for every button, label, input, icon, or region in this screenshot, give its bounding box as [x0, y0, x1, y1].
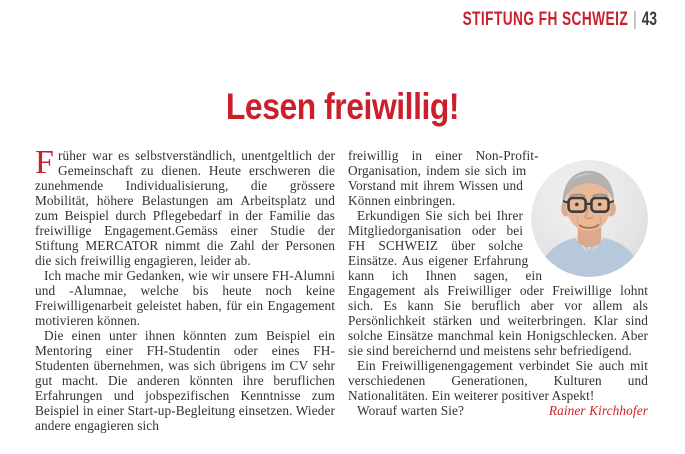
- paragraph-5: Erkundigen Sie sich bei Ihrer Mitgliedorganisation oder bei FH SCHWEIZ über solche Einsätze. Aus eigener Erfahrung kann ich Ihnen sagen, ein Engagement als Freiwilliger oder Freiwillige lohnt sich. Es kann Sie beruflich aber vor allem als Persönlichkeit stärken und weiterbringen. Klar sind solche Einsätze manchmal kein Honigschlecken. Aber sie sind bereichernd und meistens sehr befriedigend.: [348, 208, 648, 358]
- article-body: [35, 144, 648, 433]
- paragraph-2: Ich mache mir Gedanken, wie wir unsere FH-Alumni und -Alumnae, welche bis heute noch keine Freiwilligenarbeit geleistet haben, für ein Engagement motivieren können.: [35, 268, 335, 328]
- paragraph-1-text: rüher war es selbstverständlich, unentgeltlich der Gemeinschaft zu dienen. Heute erschweren die zunehmende Individualisierung, die grössere Mobilität, höhere Belastungen am Arbeitsplatz und zum Beispiel durch Pflegebedarf in der Familie das freiwillige Engagement.Gemäss einer Studie der Stiftung MERCATOR nimmt die Zahl der Personen die sich freiwillig engagieren, leider ab.: [35, 148, 335, 268]
- header-inner: [463, 9, 657, 31]
- closing-question: Worauf warten Sie?: [357, 403, 465, 418]
- header-brand: STIFTUNG FH SCHWEIZ: [462, 9, 629, 30]
- paragraph-6: Ein Freiwilligenengagement verbindet Sie auch mit verschiedenen Generationen, Kulturen und Nationalitäten. Ein weiterer positiver Aspekt!: [348, 358, 648, 403]
- article-title: Lesen freiwillig!: [225, 86, 460, 127]
- page-number: 43: [641, 9, 657, 30]
- paragraph-1: [35, 144, 335, 268]
- author-name: Rainer Kirchhofer: [548, 403, 648, 418]
- portrait-photo: [531, 160, 648, 277]
- page-header: [387, 9, 657, 31]
- right-column: [348, 148, 648, 433]
- header-separator: |: [633, 9, 637, 30]
- closing-line: [348, 403, 648, 418]
- left-column: [35, 144, 335, 433]
- paragraph-3: Die einen unter ihnen könnten zum Beispiel ein Mentoring einer FH-Studentin oder eines FH-Studenten übernehmen, was sich übrigens im CV sehr gut macht. Die anderen könnten ihre beruflichen Erfahrungen und jobspezifischen Kenntnisse zum Beispiel in einer Start-up-Begleitung einsetzen. Wieder andere engagieren sich: [35, 328, 335, 433]
- paragraph-4: freiwillig in einer Non-Profit-Organisation, indem sie sich im Vorstand mit ihrem Wissen und Können einbringen.: [348, 148, 539, 208]
- portrait-photo-graphic: [531, 160, 648, 277]
- dropcap-letter: F: [35, 144, 55, 181]
